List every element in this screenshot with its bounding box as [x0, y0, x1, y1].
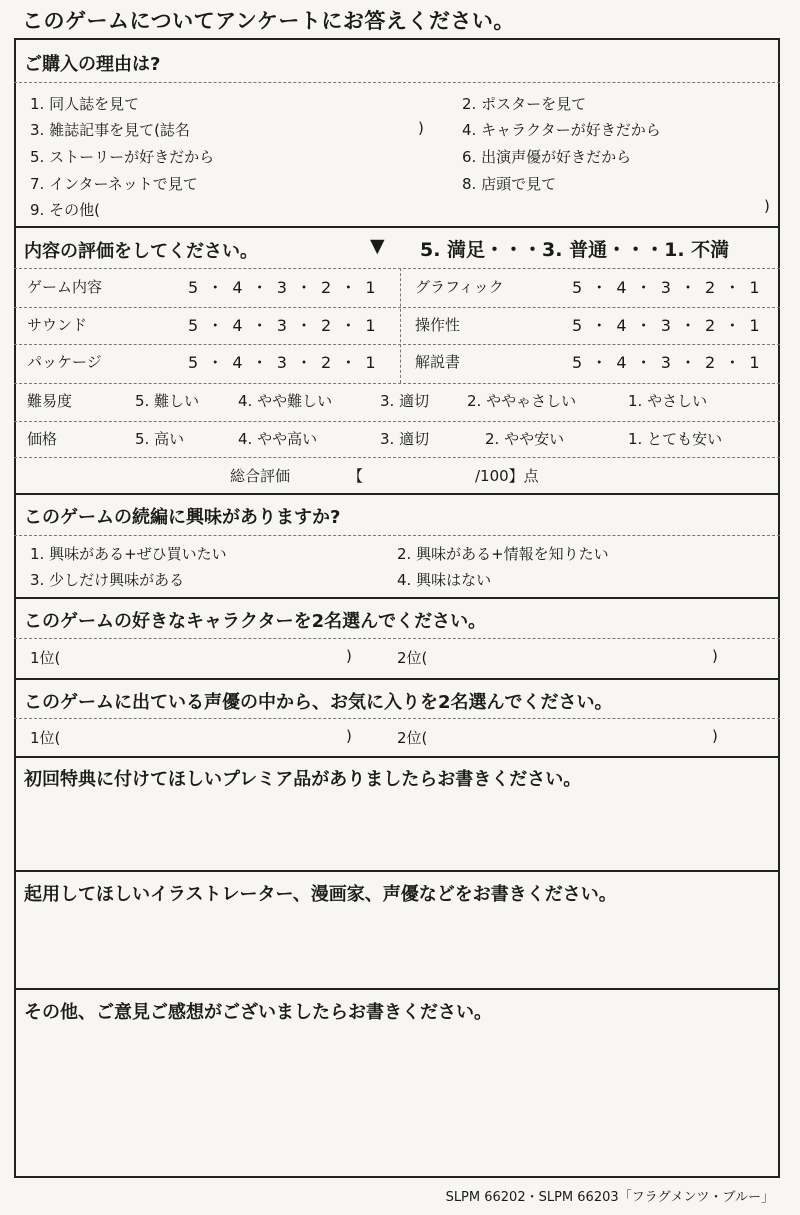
voice-actor-rank-2-input[interactable]	[445, 725, 705, 747]
overall-label: 総合評価	[230, 467, 291, 485]
price-option[interactable]: 1. とても安い	[628, 430, 723, 448]
section-divider	[14, 226, 780, 228]
sequel-option-4[interactable]: 4. 興味はない	[397, 571, 492, 589]
purchase-option-3[interactable]: 3. 雑誌記事を見て(誌名	[30, 121, 190, 139]
price-option[interactable]: 2. やや安い	[485, 430, 565, 448]
difficulty-label: 難易度	[27, 392, 73, 410]
difficulty-option[interactable]: 4. やや難しい	[238, 392, 333, 410]
divider	[14, 383, 780, 384]
section-divider	[14, 678, 780, 680]
price-option[interactable]: 4. やや高い	[238, 430, 318, 448]
price-option[interactable]: 5. 高い	[135, 430, 185, 448]
product-code-footer: SLPM 66202・SLPM 66203「フラグメンツ・ブルー」	[445, 1190, 774, 1205]
voice-actor-rank-2-label: 2位(	[397, 729, 428, 747]
paren-close: )	[712, 727, 718, 745]
character-rank-2-label: 2位(	[397, 649, 428, 667]
overall-suffix: /100】点	[475, 467, 539, 485]
character-rank-2-input[interactable]	[445, 645, 705, 667]
characters-heading: このゲームの好きなキャラクターを2名選んでください。	[24, 611, 487, 632]
section-divider	[14, 988, 780, 990]
rating-scale[interactable]: 5 ・ 4 ・ 3 ・ 2 ・ 1	[188, 353, 378, 372]
sequel-option-3[interactable]: 3. 少しだけ興味がある	[30, 571, 185, 589]
paren-close: )	[764, 197, 770, 215]
rating-heading: 内容の評価をしてください。	[24, 241, 258, 262]
purchase-option-2[interactable]: 2. ポスターを見て	[462, 95, 587, 113]
divider	[14, 638, 780, 639]
rating-category: 操作性	[415, 316, 461, 334]
price-option[interactable]: 3. 適切	[380, 430, 430, 448]
paren-close: )	[712, 647, 718, 665]
divider	[14, 535, 780, 536]
premium-heading: 初回特典に付けてほしいプレミア品がありましたらお書きください。	[24, 769, 582, 790]
character-rank-1-input[interactable]	[80, 645, 340, 667]
purchase-heading: ご購入の理由は?	[24, 54, 161, 75]
difficulty-option[interactable]: 3. 適切	[380, 392, 430, 410]
purchase-option-7[interactable]: 7. インターネットで見て	[30, 175, 198, 193]
purchase-option-5[interactable]: 5. ストーリーが好きだから	[30, 148, 215, 166]
rating-legend: 5. 満足・・・3. 普通・・・1. 不満	[420, 239, 730, 261]
voice-actor-rank-1-input[interactable]	[80, 725, 340, 747]
rating-scale[interactable]: 5 ・ 4 ・ 3 ・ 2 ・ 1	[572, 316, 762, 335]
rating-category: パッケージ	[27, 353, 102, 371]
paren-close: )	[346, 727, 352, 745]
creators-text-area[interactable]	[20, 912, 772, 982]
overall-bracket-open: 【	[348, 467, 364, 485]
section-divider	[14, 493, 780, 495]
page-title: このゲームについてアンケートにお答えください。	[22, 9, 515, 33]
divider	[14, 457, 780, 458]
rating-scale[interactable]: 5 ・ 4 ・ 3 ・ 2 ・ 1	[572, 353, 762, 372]
purchase-option-8[interactable]: 8. 店頭で見て	[462, 175, 557, 193]
rating-scale[interactable]: 5 ・ 4 ・ 3 ・ 2 ・ 1	[572, 278, 762, 297]
divider	[14, 307, 780, 308]
comments-text-area[interactable]	[20, 1032, 772, 1172]
sequel-option-2[interactable]: 2. 興味がある+情報を知りたい	[397, 545, 609, 563]
section-divider	[14, 597, 780, 599]
creators-heading: 起用してほしいイラストレーター、漫画家、声優などをお書きください。	[24, 884, 617, 905]
sequel-heading: このゲームの続編に興味がありますか?	[24, 507, 341, 528]
divider	[14, 344, 780, 345]
purchase-option-6[interactable]: 6. 出演声優が好きだから	[462, 148, 632, 166]
rating-category: サウンド	[27, 316, 88, 334]
difficulty-option[interactable]: 5. 難しい	[135, 392, 200, 410]
overall-score-input[interactable]	[372, 463, 472, 485]
rating-scale[interactable]: 5 ・ 4 ・ 3 ・ 2 ・ 1	[188, 278, 378, 297]
purchase-option-1[interactable]: 1. 同人誌を見て	[30, 95, 140, 113]
rating-category: 解説書	[415, 353, 461, 371]
section-divider	[14, 870, 780, 872]
divider	[14, 82, 780, 83]
rating-category: グラフィック	[415, 278, 504, 296]
purchase-option-9[interactable]: 9. その他(	[30, 201, 100, 219]
paren-close: )	[418, 119, 424, 137]
voice-actor-rank-1-label: 1位(	[30, 729, 61, 747]
sequel-option-1[interactable]: 1. 興味がある+ぜひ買いたい	[30, 545, 227, 563]
divider	[14, 421, 780, 422]
rating-scale[interactable]: 5 ・ 4 ・ 3 ・ 2 ・ 1	[188, 316, 378, 335]
character-rank-1-label: 1位(	[30, 649, 61, 667]
divider	[14, 268, 780, 269]
section-divider	[14, 756, 780, 758]
rating-category: ゲーム内容	[27, 278, 103, 296]
comments-heading: その他、ご意見ご感想がございましたらお書きください。	[24, 1002, 492, 1023]
voice-actors-heading: このゲームに出ている声優の中から、お気に入りを2名選んでください。	[24, 692, 613, 713]
divider	[400, 268, 401, 383]
paren-close: )	[346, 647, 352, 665]
divider	[14, 718, 780, 719]
price-label: 価格	[27, 430, 58, 448]
arrow-down-icon: ▼	[370, 235, 385, 257]
premium-text-area[interactable]	[20, 798, 772, 864]
difficulty-option[interactable]: 2. ややゃさしい	[467, 392, 577, 410]
difficulty-option[interactable]: 1. やさしい	[628, 392, 708, 410]
purchase-option-4[interactable]: 4. キャラクターが好きだから	[462, 121, 661, 139]
